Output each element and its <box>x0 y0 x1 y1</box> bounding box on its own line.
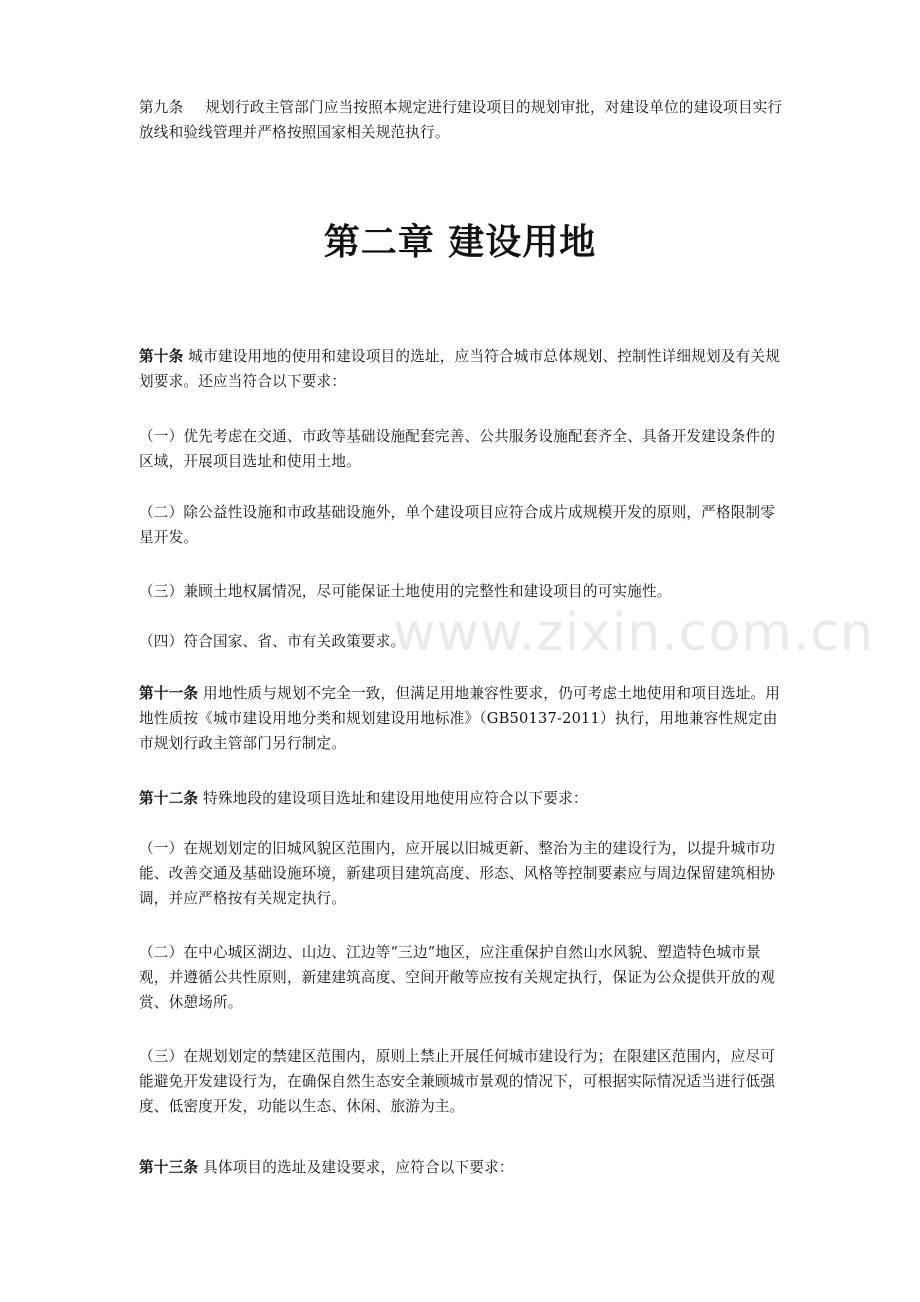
article-13 <box>139 1155 784 1180</box>
article-12-item-1: （一）在规划划定的旧城风貌区范围内，应开展以旧城更新、整治为主的建设行为，以提升城市功能、改善交通及基础设施环境，新建项目建筑高度、形态、风格等控制要素应与周边保留建筑相协调，并应严格按有关规定执行。 <box>139 840 776 907</box>
article-11-label: 第十一条 <box>139 685 199 702</box>
article-10-item-2: （二）除公益性设施和市政基础设施外，单个建设项目应符合成片成规模开发的原则，严格限制零星开发。 <box>139 504 776 546</box>
article-12 <box>139 786 784 811</box>
watermark: www.zixin.com.cn <box>393 603 874 663</box>
article-10-item-1: （一）优先考虑在交通、市政等基础设施配套完善、公共服务设施配套齐全、具备开发建设条件的区域，开展项目选址和使用土地。 <box>139 428 776 470</box>
article-12-item-3: （三）在规划划定的禁建区范围内，原则上禁止开展任何城市建设行为；在限建区范围内，应尽可能避免开发建设行为，在确保自然生态安全兼顾城市景观的情况下，可根据实际情况适当进行低强度、低密度开发，功能以生态、休闲、旅游为主。 <box>139 1048 776 1115</box>
article-11-text: 用地性质与规划不完全一致，但满足用地兼容性要求，仍可考虑土地使用和项目选址。用地性质按《城市建设用地分类和规划建设用地标准》（GB50137-2011）执行，用地兼容性规定由市规划行政主管部门另行制定。 <box>139 685 780 752</box>
chapter-title: 第二章 建设用地 <box>323 221 597 263</box>
article-10-item-4: （四）符合国家、省、市有关政策要求。 <box>139 633 406 650</box>
article-10-label: 第十条 <box>139 348 184 365</box>
article-10-item-3: （三）兼顾土地权属情况，尽可能保证土地使用的完整性和建设项目的可实施性。 <box>139 583 672 600</box>
article-9-text: 规划行政主管部门应当按照本规定进行建设项目的规划审批，对建设单位的建设项目实行放线和验线管理并严格按照国家相关规范执行。 <box>139 99 783 141</box>
article-12-label: 第十二条 <box>139 790 199 807</box>
article-9-label: 第九条 <box>139 99 184 116</box>
article-12-item-2: （二）在中心城区湖边、山边、江边等“三边”地区，应注重保护自然山水风貌、塑造特色城市景观，并遵循公共性原则，新建建筑高度、空间开敞等应按有关规定执行，保证为公众提供开放的观赏、休憩场所。 <box>139 944 776 1011</box>
article-10 <box>139 344 784 394</box>
article-9 <box>139 95 784 145</box>
article-12-text: 特殊地段的建设项目选址和建设用地使用应符合以下要求： <box>203 790 588 807</box>
article-11 <box>139 681 784 756</box>
article-13-label: 第十三条 <box>139 1159 199 1176</box>
article-13-text: 具体项目的选址及建设要求，应符合以下要求： <box>203 1159 514 1176</box>
article-10-text: 城市建设用地的使用和建设项目的选址，应当符合城市总体规划、控制性详细规划及有关规划要求。还应当符合以下要求： <box>139 348 780 390</box>
